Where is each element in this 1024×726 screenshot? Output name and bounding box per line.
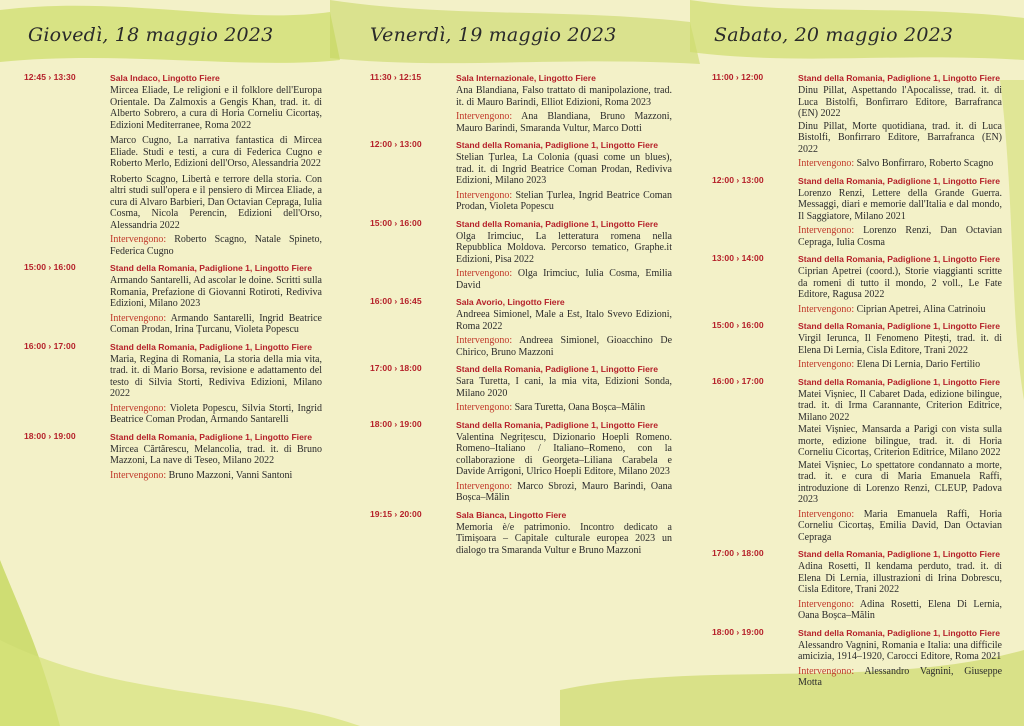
book-entry: Matei Vișniec, Lo spettatore condannato a morte, trad. it. e cura di Maria Emanuela Raffi, introduzione di Lorenzo Renzi, CLEUP, Padova 2023 (798, 459, 1002, 505)
speakers-label: Intervengono: (798, 359, 855, 370)
speakers-names: Stelian Țurlea, Ingrid Beatrice Coman Prodan, Violeta Popescu (456, 189, 672, 212)
book-entry: Alessandro Vagnini, Romania e Italia: una difficile amicizia, 1914–1920, Carocci Editore, Roma 2021 (798, 639, 1002, 662)
speakers-label: Intervengono: (456, 111, 513, 122)
speakers-names: Olga Irimciuc, Iulia Cosma, Emilia David (456, 268, 672, 291)
event-location: Stand della Romania, Padiglione 1, Lingotto Fiere (110, 431, 312, 442)
speakers-label: Intervengono: (456, 335, 513, 346)
book-entry: Armando Santarelli, Ad ascolar le doine. Scritti sulla Romania, Prefazione di Giovanni Rotiroti, Rediviva Edizioni, Milano 2023 (110, 275, 322, 309)
book-entry: Matei Vișniec, Mansarda a Parigi con vista sulla morte, edizione bilingue, trad. it. di Horia Corneliu Cicortaș, Criterion Editrice, Milano 2022 (798, 424, 1002, 458)
event-location: Sala Internazionale, Lingotto Fiere (456, 73, 596, 83)
speakers-label: Intervengono: (110, 312, 167, 324)
book-entry: Maria, Regina di Romania, La storia della mia vita, trad. it. di Mario Borsa, revisione e adattamento del testo di Silvia Storti, Rediviva Edizioni, Milano 2022 (110, 353, 322, 399)
speakers (110, 470, 322, 482)
book-entry: Virgil Ierunca, Il Fenomeno Pitești, trad. it. di Elena Di Lernia, Cisla Editore, Trani 2022 (798, 333, 1002, 356)
event-location: Sala Indaco, Lingotto Fiere (110, 73, 220, 83)
event-location: Sala Avorio, Lingotto Fiere (456, 297, 565, 307)
speakers-label: Intervengono: (110, 234, 167, 245)
book-entry: Adina Rosetti, Il kendama perduto, trad. it. di Elena Di Lernia, illustrazioni di Irina Dobrescu, Cisla Editore, Trani 2022 (798, 561, 1002, 595)
book-entry: Olga Irimciuc, La letteratura romena nella Repubblica Moldova. Percorso tematico, Graphe.it Edizioni, Pisa 2022 (456, 230, 672, 265)
event-location: Stand della Romania, Padiglione 1, Lingotto Fiere (798, 376, 1000, 387)
book-entry: Lorenzo Renzi, Lettere della Grande Guerra. Messaggi, diari e memorie dall'Italia e dal mondo, Il Saggiatore, Milano 2021 (798, 187, 1002, 222)
event-time: 12:00 › 13:00 (370, 139, 422, 149)
book-entry: Roberto Scagno, Libertà e terrore della storia. Con altri studi sull'opera e il pensiero di Mircea Eliade, a cura di Alvaro Barbieri, Dan Octavian Cepraga, Iulia Cosma, Nicola Perencin, Edizioni dell'Orso, Alessandria 2022 (110, 173, 322, 231)
event-time: 11:00 › 12:00 (712, 72, 764, 82)
speakers-label: Intervengono: (456, 480, 513, 492)
speakers (798, 225, 1002, 248)
book-entry: Memoria è/e patrimonio. Incontro dedicato a Timișoara – Capitale culturale europea 2023 un dialogo tra Smaranda Vultur e Bruno Mazzoni (456, 521, 672, 556)
speakers (110, 234, 322, 257)
speakers (798, 359, 1002, 371)
event-time: 15:00 › 16:00 (370, 217, 422, 228)
speakers-names: Armando Santarelli, Ingrid Beatrice Coman Prodan, Irina Țurcanu, Violeta Popescu (110, 312, 322, 335)
event (712, 175, 1002, 249)
speakers (110, 313, 322, 336)
event (24, 431, 322, 482)
event (712, 376, 1002, 544)
speakers-label: Intervengono: (456, 189, 513, 201)
event-location: Stand della Romania, Padiglione 1, Lingotto Fiere (798, 321, 1000, 331)
event-time: 16:00 › 17:00 (712, 375, 764, 386)
event (370, 139, 672, 213)
event-time: 18:00 › 19:00 (712, 626, 764, 637)
book-entry: Ciprian Apetrei (coord.), Storie viaggianti scritte da romeni di tutto il mondo, 2 voll., Le Fate Editore, Ragusa 2022 (798, 266, 1002, 300)
event (712, 72, 1002, 170)
speakers-names: Adina Rosetti, Elena Di Lernia, Oana Boșca–Mălin (798, 598, 1002, 621)
speakers (798, 158, 1002, 170)
day-title: Sabato, 20 maggio 2023 (714, 24, 954, 46)
day-title: Venerdì, 19 maggio 2023 (370, 24, 617, 46)
event-time: 16:00 › 17:00 (24, 340, 76, 351)
speakers (456, 190, 672, 213)
event-time: 13:00 › 14:00 (712, 253, 764, 263)
speakers-label: Intervengono: (798, 598, 855, 610)
event-location: Stand della Romania, Padiglione 1, Lingotto Fiere (110, 341, 312, 352)
speakers-names: Roberto Scagno, Natale Spineto, Federica Cugno (110, 234, 323, 257)
event (370, 72, 672, 134)
speakers (456, 481, 672, 504)
speakers-names: Ciprian Apetrei, Alina Catrinoiu (856, 303, 986, 315)
speakers-names: Violeta Popescu, Silvia Storti, Ingrid Beatrice Coman Prodan, Armando Santarelli (110, 402, 322, 425)
event-time: 18:00 › 19:00 (24, 430, 76, 441)
event-location: Stand della Romania, Padiglione 1, Lingotto Fiere (798, 627, 1000, 638)
event-time: 12:45 › 13:30 (24, 72, 76, 82)
speakers-names: Sara Turetta, Oana Boșca–Mălin (514, 402, 646, 413)
book-entry: Mircea Eliade, Le religioni e il folklore dell'Europa Orientale. Da Zalmoxis a Gengis Khan, trad. it. di Alberto Sobrero, a cura di Horia Corneliu Cicortaș, Edizioni Mediterranee, Roma 2022 (110, 85, 322, 131)
speakers-names: Ana Blandiana, Bruno Mazzoni, Mauro Barindi, Smaranda Vultur, Marco Dotti (456, 111, 672, 134)
speakers (456, 402, 672, 414)
event-location: Stand della Romania, Padiglione 1, Lingotto Fiere (798, 73, 1000, 83)
event-time: 15:00 › 16:00 (712, 320, 764, 330)
speakers (798, 666, 1002, 689)
speakers (798, 599, 1002, 622)
speakers-names: Maria Emanuela Raffi, Horia Corneliu Cicortaș, Emilia David, Dan Octavian Cepraga (798, 508, 1002, 543)
event-time: 11:30 › 12:15 (370, 72, 422, 82)
speakers-names: Elena Di Lernia, Dario Fertilio (856, 359, 981, 370)
speakers-label: Intervengono: (798, 665, 855, 677)
event-location: Stand della Romania, Padiglione 1, Lingotto Fiere (798, 254, 1000, 264)
event (24, 72, 322, 257)
event-time: 17:00 › 18:00 (712, 548, 764, 558)
event-list (370, 72, 672, 561)
event-time: 18:00 › 19:00 (370, 418, 422, 429)
event (370, 509, 672, 557)
event (370, 419, 672, 504)
speakers (110, 403, 322, 426)
event-time: 17:00 › 18:00 (370, 363, 422, 373)
event-time: 15:00 › 16:00 (24, 262, 76, 272)
event (712, 627, 1002, 689)
book-entry: Marco Cugno, La narrativa fantastica di Mircea Eliade. Studi e testi, a cura di Federica Cugno e Roberto Merlo, Edizioni dell'Orso, Alessandria 2022 (110, 135, 322, 169)
speakers-label: Intervengono: (456, 268, 513, 279)
speakers-names: Andreea Simionel, Gioacchino De Chirico, Bruno Mazzoni (456, 335, 673, 358)
event (370, 296, 672, 358)
event-list (712, 72, 1002, 694)
speakers (798, 304, 1002, 316)
speakers-names: Alessandro Vagnini, Giuseppe Motta (798, 665, 1003, 688)
event-location: Stand della Romania, Padiglione 1, Lingotto Fiere (456, 218, 658, 229)
speakers (456, 268, 672, 291)
speakers-label: Intervengono: (110, 469, 167, 481)
speakers-label: Intervengono: (798, 225, 855, 236)
event (712, 320, 1002, 371)
event (712, 253, 1002, 315)
event (370, 218, 672, 292)
day-title: Giovedì, 18 maggio 2023 (28, 24, 274, 46)
event-location: Stand della Romania, Padiglione 1, Lingotto Fiere (110, 263, 312, 273)
event (712, 548, 1002, 622)
speakers-label: Intervengono: (798, 158, 855, 169)
book-entry: Dinu Pillat, Morte quotidiana, trad. it. di Luca Bistolfi, Bonfirraro Editore, Barrafranca (EN) 2022 (798, 120, 1002, 155)
speakers-names: Bruno Mazzoni, Vanni Santoni (168, 469, 293, 481)
book-entry: Mircea Cărtărescu, Melancolia, trad. it. di Bruno Mazzoni, La nave di Teseo, Milano 2022 (110, 443, 322, 466)
speakers-label: Intervengono: (456, 402, 513, 413)
event-location: Stand della Romania, Padiglione 1, Lingotto Fiere (456, 364, 658, 374)
speakers (798, 509, 1002, 544)
event-list (24, 72, 322, 486)
event-location: Stand della Romania, Padiglione 1, Lingotto Fiere (456, 419, 658, 430)
speakers-label: Intervengono: (798, 303, 855, 315)
event-location: Stand della Romania, Padiglione 1, Lingotto Fiere (456, 140, 658, 150)
book-entry: Matei Vișniec, Il Cabaret Dada, edizione bilingue, trad. it. di Irma Carannante, Criterion Editrice, Milano 2022 (798, 388, 1002, 423)
speakers (456, 335, 672, 358)
speakers-label: Intervengono: (110, 402, 167, 414)
speakers-label: Intervengono: (798, 508, 855, 520)
book-entry: Dinu Pillat, Aspettando l'Apocalisse, trad. it. di Luca Bistolfi, Bonfirraro Editore, Barrafranca (EN) 2022 (798, 85, 1002, 119)
event (24, 341, 322, 426)
book-entry: Stelian Țurlea, La Colonia (quasi come un blues), trad. it. di Ingrid Beatrice Coman Prodan, Rediviva Edizioni, Milano 2023 (456, 152, 672, 186)
speakers-names: Marco Sbrozi, Mauro Barindi, Oana Boșca–Mălin (456, 480, 673, 503)
book-entry: Andreea Simionel, Male a Est, Italo Svevo Edizioni, Roma 2022 (456, 309, 672, 332)
book-entry: Valentina Negrițescu, Dizionario Hoepli Romeno. Romeno–Italiano / Italiano–Romeno, con la collaborazione di Georgeta–Liliana Carabela e Davide Arrigoni, Ulrico Hoepli Editore, Milano 2023 (456, 431, 672, 477)
event-time: 16:00 › 16:45 (370, 296, 422, 306)
event-location: Stand della Romania, Padiglione 1, Lingotto Fiere (798, 175, 1000, 186)
book-entry: Sara Turetta, I cani, la mia vita, Edizioni Sonda, Milano 2020 (456, 376, 672, 399)
event-location: Stand della Romania, Padiglione 1, Lingotto Fiere (798, 549, 1000, 559)
event-time: 12:00 › 13:00 (712, 174, 764, 185)
book-entry: Ana Blandiana, Falso trattato di manipolazione, trad. it. di Mauro Barindi, Elliot Edizioni, Roma 2023 (456, 85, 672, 108)
event-location: Sala Bianca, Lingotto Fiere (456, 509, 567, 520)
event (370, 363, 672, 414)
speakers-names: Lorenzo Renzi, Dan Octavian Cepraga, Iulia Cosma (798, 225, 1002, 248)
speakers-names: Salvo Bonfirraro, Roberto Scagno (856, 158, 994, 169)
speakers (456, 111, 672, 134)
event-time: 19:15 › 20:00 (370, 508, 422, 519)
event (24, 262, 322, 336)
